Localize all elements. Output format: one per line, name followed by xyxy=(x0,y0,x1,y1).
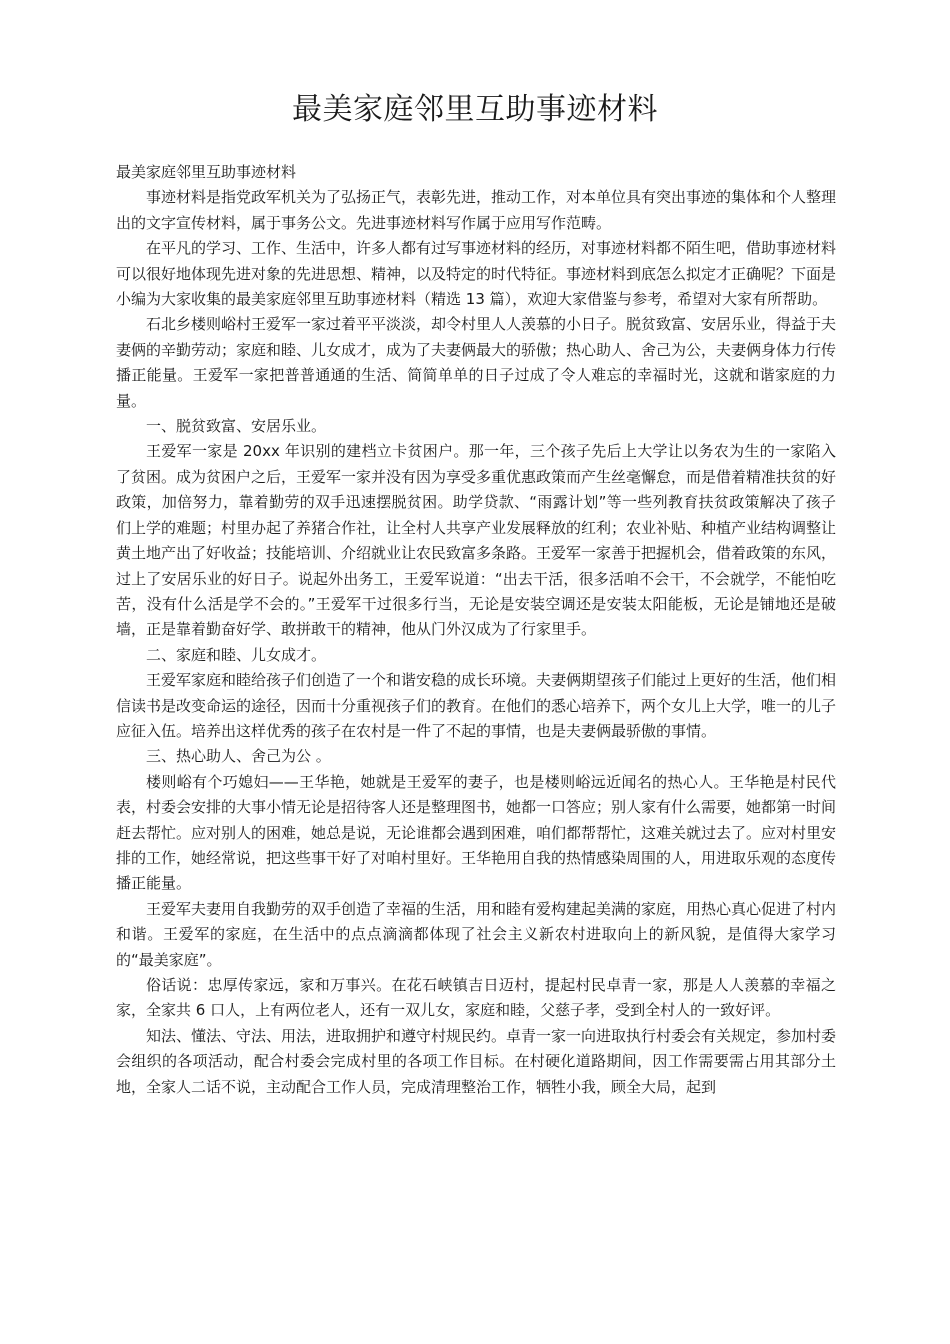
paragraph-definition: 事迹材料是指党政军机关为了弘扬正气，表彰先进，推动工作，对本单位具有突出事迹的集体和个人整理出的文字宣传材料，属于事务公文。先进事迹材料写作属于应用写作范畴。 xyxy=(116,188,837,232)
document-title: 最美家庭邻里互助事迹材料 xyxy=(292,92,658,127)
paragraph-family-overview: 石北乡楼则峪村王爱军一家过着平平淡淡，却令村里人人羡慕的小日子。脱贫致富、安居乐业，得益于夫妻俩的辛勤劳动；家庭和睦、儿女成才，成为了夫妻俩最大的骄傲；热心助人、舍己为公，夫妻俩身体力行传播正能量。王爱军一家把普普通通的生活、简简单单的日子过成了令人难忘的幸福时光，这就和谐家庭的力量。 xyxy=(116,315,837,410)
document-body xyxy=(116,160,836,1100)
subtitle-line: 最美家庭邻里互助事迹材料 xyxy=(116,163,297,181)
section-heading-2: 二、家庭和睦、儿女成才。 xyxy=(146,645,327,664)
paragraph-intro: 在平凡的学习、工作、生活中，许多人都有过写事迹材料的经历，对事迹材料都不陌生吧，借助事迹材料可以很好地体现先进对象的先进思想、精神，以及特定的时代特征。事迹材料到底怎么拟定才正确呢？下面是小编为大家收集的最美家庭邻里互助事迹材料（精选 13 篇），欢迎大家借鉴与参考，希望对大家有所帮助。 xyxy=(116,239,837,309)
paragraph-poverty-relief: 王爱军一家是 20xx 年识别的建档立卡贫困户。那一年，三个孩子先后上大学让以务农为生的一家陷入了贫困。成为贫困户之后，王爱军一家并没有因为享受多重优惠政策而产生丝毫懈怠，而是借着精准扶贫的好政策，加倍努力，靠着勤劳的双手迅速摆脱贫困。助学贷款、“雨露计划”等一些列教育扶贫政策解决了孩子们上学的难题；村里办起了养猪合作社，让全村人共享产业发展释放的红利；农业补贴、种植产业结构调整让黄土地产出了好收益；技能培训、介绍就业让农民致富多条路。王爱军一家善于把握机会，借着政策的东风，过上了安居乐业的好日子。说起外出务工，王爱军说道：“出去干活，很多活咱不会干，不会就学，不能怕吃苦，没有什么活是学不会的。”王爱军干过很多行当，无论是安装空调还是安装太阳能板，无论是铺地还是破墙，正是靠着勤奋好学、敢拼敢干的精神，他从门外汉成为了行家里手。 xyxy=(116,442,837,639)
section-heading-3: 三、热心助人、舍己为公 。 xyxy=(146,747,331,766)
paragraph-family-harmony: 王爱军家庭和睦给孩子们创造了一个和谐安稳的成长环境。夫妻俩期望孩子们能过上更好的生活，他们相信读书是改变命运的途径，因而十分重视孩子们的教育。在他们的悉心培养下，两个女儿上大学，唯一的儿子应征入伍。培养出这样优秀的孩子在农村是一件了不起的事情，也是夫妻俩最骄傲的事情。 xyxy=(116,671,837,740)
paragraph-law-abiding: 知法、懂法、守法、用法，进取拥护和遵守村规民约。卓青一家一向进取执行村委会有关规定，参加村委会组织的各项活动，配合村委会完成村里的各项工作目标。在村硬化道路期间，因工作需要需占用其部分土地，全家人二话不说，主动配合工作人员，完成清理整治工作，牺牲小我，顾全大局，起到 xyxy=(116,1026,837,1096)
paragraph-helpful-wife: 楼则峪有个巧媳妇——王华艳，她就是王爱军的妻子，也是楼则峪远近闻名的热心人。王华艳是村民代表，村委会安排的大事小情无论是招待客人还是整理图书，她都一口答应；别人家有什么需要，她都第一时间赶去帮忙。应对别人的困难，她总是说，无论谁都会遇到困难，咱们都帮帮忙，这难关就过去了。应对村里安排的工作，她经常说，把这些事干好了对咱村里好。王华艳用自我的热情感染周围的人，用进取乐观的态度传播正能量。 xyxy=(116,772,837,893)
paragraph-second-family: 俗话说：忠厚传家远，家和万事兴。在花石峡镇吉日迈村，提起村民卓青一家，那是人人羡慕的幸福之家，全家共 6 口人，上有两位老人，还有一双儿女，家庭和睦，父慈子孝，受到全村人的一致好评。 xyxy=(116,976,836,1020)
section-heading-1: 一、脱贫致富、安居乐业。 xyxy=(146,417,327,436)
paragraph-summary: 王爱军夫妻用自我勤劳的双手创造了幸福的生活，用和睦有爱构建起美满的家庭，用热心真心促进了村内和谐。王爱军的家庭，在生活中的点点滴滴都体现了社会主义新农村进取向上的新风貌，是值得大家学习的“最美家庭”。 xyxy=(116,899,837,969)
